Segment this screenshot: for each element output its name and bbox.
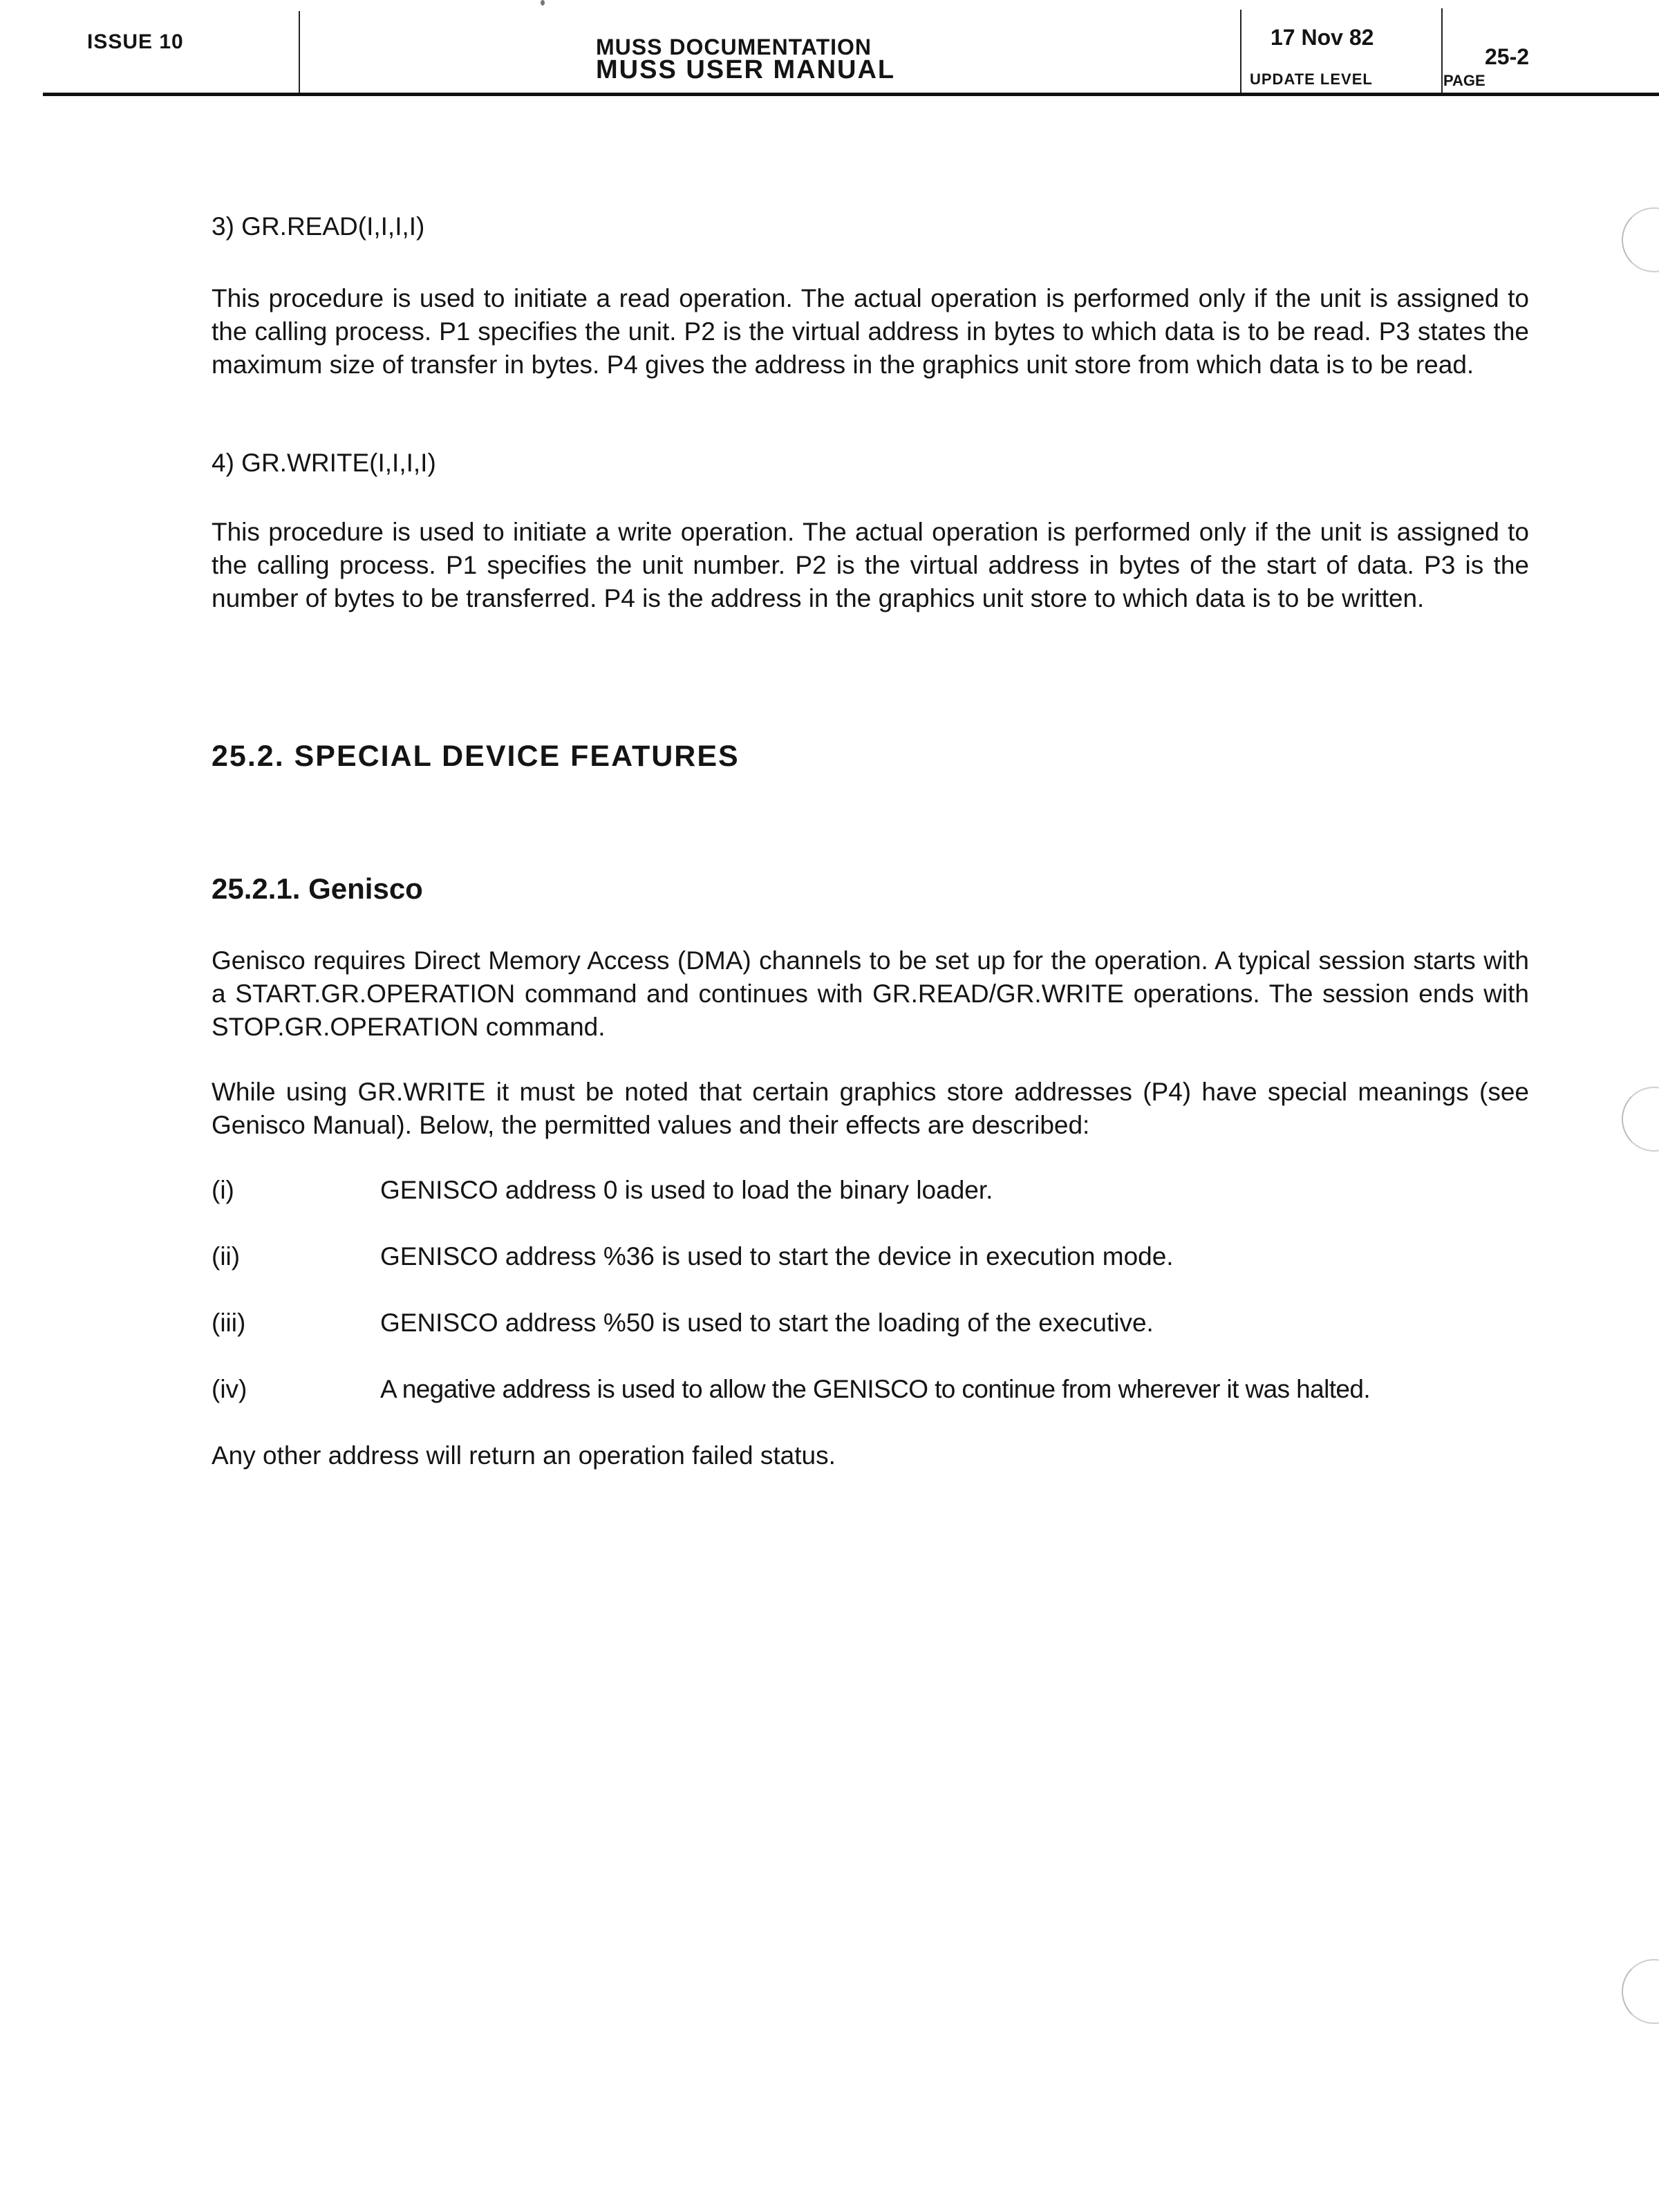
list-item-number: (ii) bbox=[212, 1242, 241, 1271]
closing-note: Any other address will return an operation failed status. bbox=[212, 1441, 836, 1470]
list-item-number: (iv) bbox=[212, 1375, 247, 1403]
update-level-label: UPDATE LEVEL bbox=[1250, 71, 1373, 88]
list-item-number: (iii) bbox=[212, 1309, 246, 1337]
document-series: MUSS DOCUMENTATION bbox=[596, 35, 872, 59]
page-label: PAGE bbox=[1443, 72, 1485, 89]
document-title: MUSS USER MANUAL bbox=[596, 55, 896, 84]
header-divider bbox=[1240, 10, 1241, 93]
list-item-number: (i) bbox=[212, 1176, 234, 1204]
binder-hole-mark bbox=[1622, 1087, 1659, 1152]
list-item-text: GENISCO address %36 is used to start the device in execution mode. bbox=[380, 1242, 1174, 1271]
gr-read-description: This procedure is used to initiate a read operation. The actual operation is performed only if the unit is assigned to the calling process. P1 specifies the unit. P2 is the virtual address in bytes to which data is to be read. P3 states the maximum size of transfer in bytes. P4 gives the address in the graphics unit store from which data is to be read. bbox=[212, 284, 1529, 379]
binder-hole-mark bbox=[1622, 1959, 1659, 2024]
scan-speck bbox=[541, 0, 545, 6]
update-date: 17 Nov 82 bbox=[1271, 25, 1374, 50]
gr-write-heading: 4) GR.WRITE(I,I,I,I) bbox=[212, 449, 436, 477]
list-item-text: GENISCO address 0 is used to load the binary loader. bbox=[380, 1176, 993, 1204]
gr-read-heading: 3) GR.READ(I,I,I,I) bbox=[212, 212, 425, 241]
gr-write-description: This procedure is used to initiate a write operation. The actual operation is performed only if the unit is assigned to the calling process. P1 specifies the unit number. P2 is the virtual address in bytes of the start of data. P3 is the number of bytes to be transferred. P4 is the address in the graphics unit store to which data is to be written. bbox=[212, 518, 1529, 612]
header-divider bbox=[1441, 8, 1443, 93]
subsection-heading-genisco: 25.2.1. Genisco bbox=[212, 872, 423, 905]
issue-number: ISSUE 10 bbox=[87, 30, 184, 53]
genisco-addresses-paragraph: While using GR.WRITE it must be noted that certain graphics store addresses (P4) have special meanings (see Genisco Manual). Below, the permitted values and their effects are described: bbox=[212, 1078, 1529, 1139]
list-item-text: GENISCO address %50 is used to start the loading of the executive. bbox=[380, 1309, 1154, 1337]
header-rule bbox=[43, 93, 1659, 96]
page-number: 25-2 bbox=[1485, 44, 1530, 69]
genisco-intro-paragraph: Genisco requires Direct Memory Access (DMA) channels to be set up for the operation. A typical session starts with a START.GR.OPERATION command and continues with GR.READ/GR.WRITE operations. The session ends with STOP.GR.OPERATION command. bbox=[212, 946, 1529, 1041]
page-header bbox=[0, 0, 1659, 97]
section-heading-special-device-features: 25.2. SPECIAL DEVICE FEATURES bbox=[212, 740, 740, 773]
binder-hole-mark bbox=[1622, 207, 1659, 272]
list-item-text: A negative address is used to allow the GENISCO to continue from wherever it was halted. bbox=[380, 1375, 1371, 1403]
header-divider bbox=[299, 11, 300, 93]
